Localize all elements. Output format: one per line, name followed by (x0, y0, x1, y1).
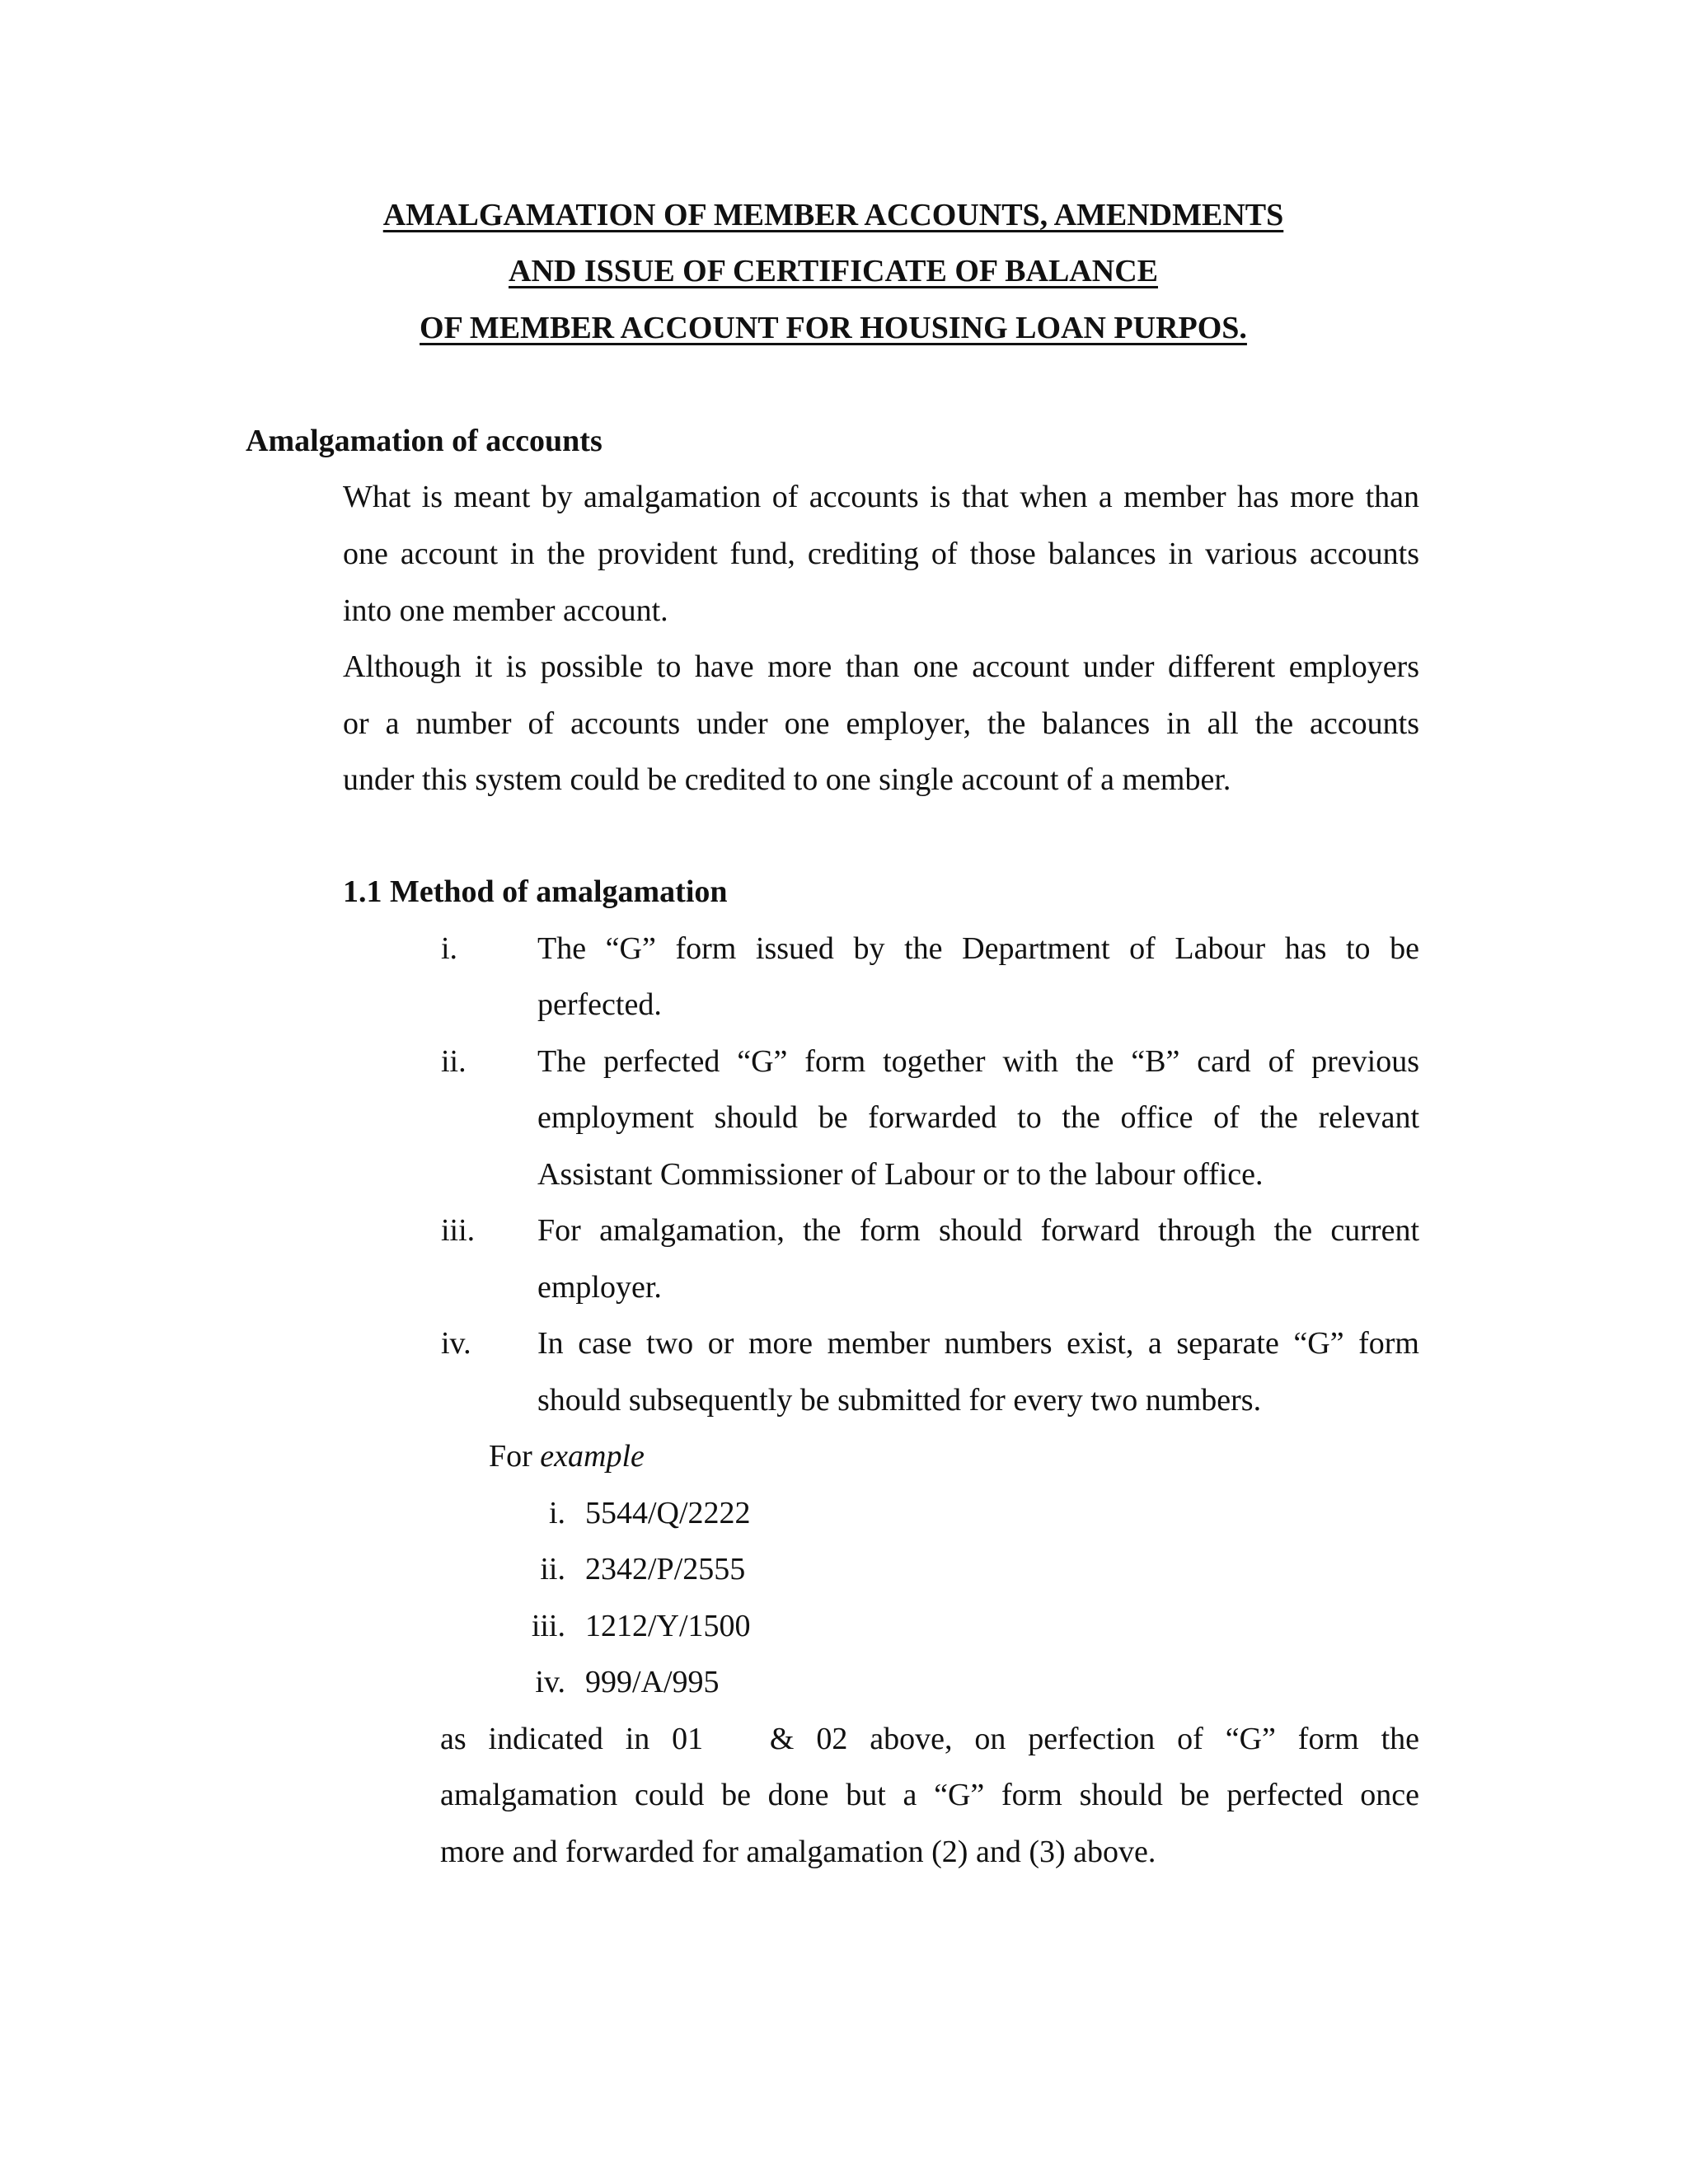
closing-line-3: more and forwarded for amalgamation (2) and (3) above. (440, 1835, 1156, 1869)
example-numeral: ii. (540, 1552, 565, 1586)
para1-line-3: into one member account. (343, 593, 668, 628)
title-line-2: AND ISSUE OF CERTIFICATE OF BALANCE (509, 254, 1158, 288)
closing-line-1: as indicated in 01 & 02 above, on perfection of “G” form the (440, 1722, 1419, 1756)
example-numeral: iv. (535, 1665, 565, 1699)
para2-line-1: Although it is possible to have more than one account under different employers (343, 649, 1419, 684)
example-prefix: For (489, 1439, 541, 1474)
item-line: For amalgamation, the form should forward through the current (537, 1213, 1419, 1248)
item-line: The perfected “G” form together with the “B” card of previous (537, 1044, 1419, 1079)
title-line-3: OF MEMBER ACCOUNT FOR HOUSING LOAN PURPOS. (420, 311, 1247, 345)
section-heading-method: 1.1 Method of amalgamation (343, 874, 728, 909)
para2-line-2: or a number of accounts under one employer, the balances in all the accounts (343, 706, 1419, 741)
example-value: 2342/P/2555 (585, 1552, 746, 1586)
example-value: 1212/Y/1500 (585, 1609, 751, 1643)
section-heading-amalgamation: Amalgamation of accounts (246, 424, 603, 458)
item-numeral: ii. (441, 1044, 467, 1079)
title-line-1: AMALGAMATION OF MEMBER ACCOUNTS, AMENDMENTS (382, 198, 1284, 232)
item-line: Assistant Commissioner of Labour or to the labour office. (537, 1157, 1264, 1192)
item-line: perfected. (537, 987, 662, 1022)
item-numeral: i. (441, 931, 458, 966)
item-line: should subsequently be submitted for every two numbers. (537, 1383, 1262, 1418)
closing-line-2: amalgamation could be done but a “G” form should be perfected once (440, 1778, 1419, 1812)
example-label (489, 1437, 645, 1475)
example-word: example (540, 1439, 645, 1474)
para2-line-3: under this system could be credited to one single account of a member. (343, 762, 1231, 797)
example-numeral: iii. (531, 1609, 565, 1643)
para1-line-1: What is meant by amalgamation of accounts is that when a member has more than (343, 480, 1419, 514)
example-value: 999/A/995 (585, 1665, 720, 1699)
item-line: The “G” form issued by the Department of Labour has to be (537, 931, 1419, 966)
item-line: employment should be forwarded to the office of the relevant (537, 1100, 1419, 1135)
example-value: 5544/Q/2222 (585, 1496, 751, 1530)
item-line: employer. (537, 1270, 662, 1305)
item-numeral: iv. (441, 1326, 471, 1361)
item-numeral: iii. (441, 1213, 476, 1248)
example-numeral: i. (548, 1496, 565, 1530)
para1-line-2: one account in the provident fund, crediting of those balances in various accounts (343, 537, 1419, 571)
item-line: In case two or more member numbers exist, a separate “G” form (537, 1326, 1419, 1361)
